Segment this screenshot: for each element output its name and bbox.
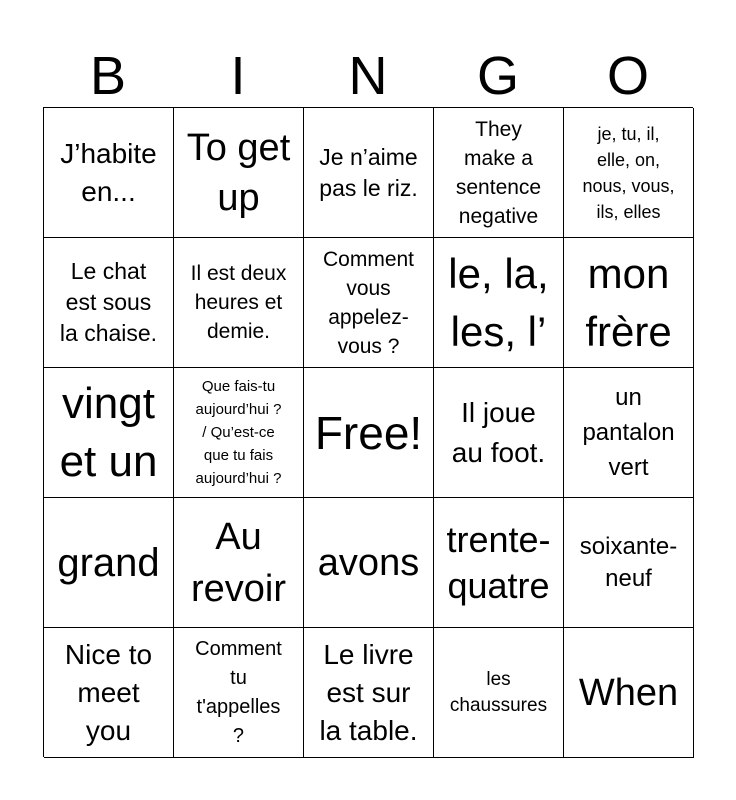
bingo-grid	[43, 107, 693, 757]
bingo-cell[interactable]	[44, 498, 174, 628]
bingo-cell[interactable]	[564, 628, 694, 758]
header-letter-b: B	[89, 46, 127, 106]
cell-text: Nice to meet you	[64, 638, 153, 746]
bingo-cell[interactable]	[304, 498, 434, 628]
bingo-cell[interactable]	[174, 238, 304, 368]
cell-text: Il joue au foot.	[451, 396, 546, 468]
cell-text: They make a sentence negative	[455, 117, 542, 228]
cell-text: un pantalon vert	[582, 384, 675, 481]
cell-text: Free!	[314, 406, 423, 459]
bingo-cell[interactable]	[434, 498, 564, 628]
bingo-cell[interactable]	[44, 628, 174, 758]
bingo-cell[interactable]	[44, 368, 174, 498]
bingo-cell[interactable]	[434, 368, 564, 498]
bingo-cell[interactable]	[564, 498, 694, 628]
bingo-cell[interactable]	[304, 628, 434, 758]
bingo-cell[interactable]	[434, 628, 564, 758]
bingo-cell[interactable]	[434, 238, 564, 368]
bingo-header	[43, 44, 693, 108]
header-letter-o: O	[606, 46, 649, 106]
cell-text: mon frère	[585, 249, 672, 355]
bingo-cell[interactable]	[174, 368, 304, 498]
cell-text: Le livre est sur la table.	[319, 638, 418, 746]
cell-text: grand	[57, 540, 160, 585]
cell-text: Au revoir	[190, 515, 287, 610]
header-letter-i: I	[230, 46, 246, 106]
cell-text: When	[578, 671, 679, 714]
cell-text: J’habite en...	[60, 137, 157, 207]
cell-text: vingt et un	[59, 378, 158, 486]
cell-text: Le chat est sous la chaise.	[59, 258, 158, 346]
cell-text: soixante- neuf	[579, 532, 678, 592]
cell-text: Que fais-tu aujourd’hui ? / Qu’est-ce que tu fais aujourd’hui ?	[195, 378, 282, 487]
cell-text: Comment vous appelez- vous ?	[322, 247, 415, 358]
header-letter-g: G	[476, 46, 519, 106]
free-space-cell[interactable]	[304, 368, 434, 498]
bingo-cell[interactable]	[434, 108, 564, 238]
cell-text: le, la, les, l’	[448, 249, 549, 355]
bingo-cell[interactable]	[174, 108, 304, 238]
bingo-cell[interactable]	[44, 238, 174, 368]
bingo-cell[interactable]	[44, 108, 174, 238]
bingo-cell[interactable]	[174, 498, 304, 628]
bingo-cell[interactable]	[564, 238, 694, 368]
cell-text: trente- quatre	[446, 518, 551, 606]
cell-text: To get up	[186, 126, 291, 219]
cell-text: les chaussures	[449, 668, 548, 716]
bingo-cell[interactable]	[174, 628, 304, 758]
bingo-cell[interactable]	[304, 108, 434, 238]
bingo-cell[interactable]	[304, 238, 434, 368]
cell-text: avons	[317, 541, 420, 584]
header-letter-n: N	[348, 46, 388, 106]
cell-text: Il est deux heures et demie.	[190, 262, 287, 343]
bingo-cell[interactable]	[564, 368, 694, 498]
cell-text: je, tu, il, elle, on, nous, vous, ils, elles	[582, 123, 675, 222]
cell-text: Comment tu t'appelles ?	[195, 637, 282, 747]
cell-text: Je n’aime pas le riz.	[319, 143, 418, 201]
bingo-cell[interactable]	[564, 108, 694, 238]
